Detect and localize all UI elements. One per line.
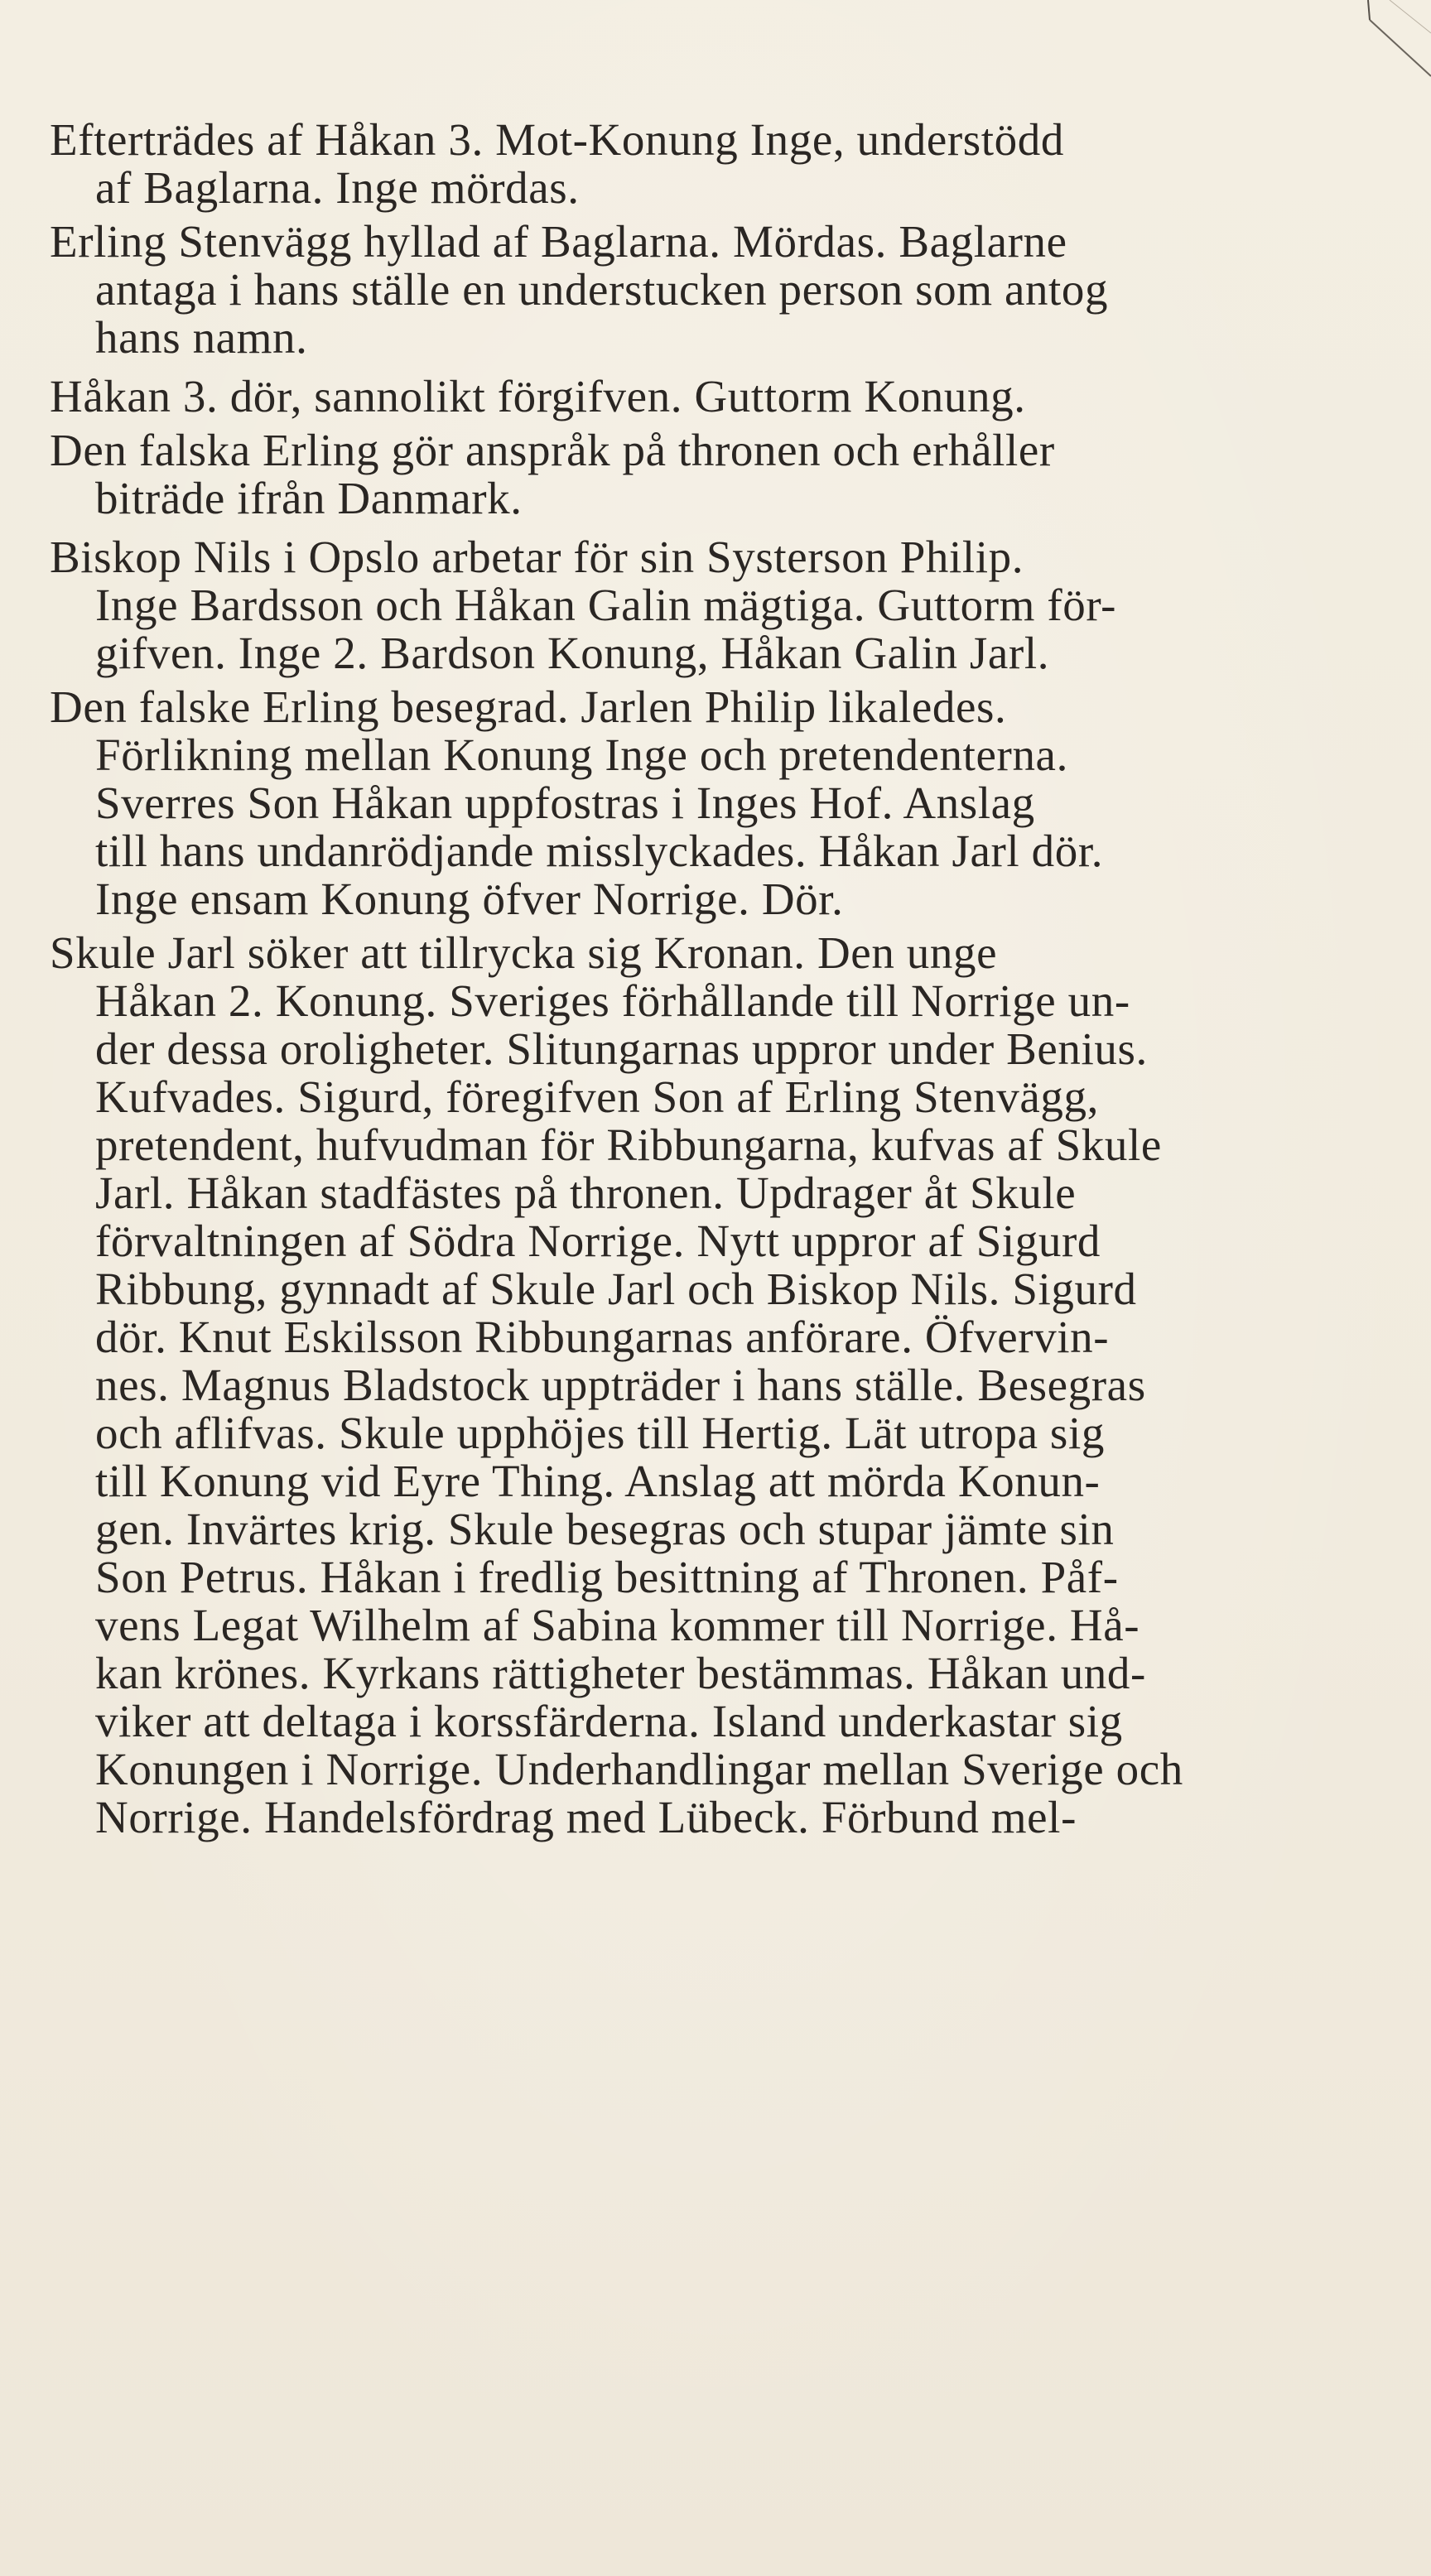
text-line: Håkan 2. Konung. Sveriges förhållande till Norrige un-	[95, 975, 1130, 1026]
text-line: Inge Bardsson och Håkan Galin mägtiga. Guttorm för-	[95, 580, 1117, 630]
paragraph-hakan-3-successor	[50, 116, 1292, 212]
text-line: Jarl. Håkan stadfästes på thronen. Updrager åt Skule	[95, 1168, 1077, 1218]
text-line: förvaltningen af Södra Norrige. Nytt uppror af Sigurd	[95, 1216, 1101, 1266]
text-line: Efterträdes af Håkan 3. Mot-Konung Inge, understödd	[50, 114, 1064, 165]
text-line: vens Legat Wilhelm af Sabina kommer till Norrige. Hå-	[95, 1600, 1140, 1650]
text-line: Inge ensam Konung öfver Norrige. Dör.	[95, 874, 844, 924]
text-line: pretendent, hufvudman för Ribbungarna, kufvas af Skule	[95, 1119, 1162, 1170]
text-line: Erling Stenvägg hyllad af Baglarna. Mördas. Baglarne	[50, 216, 1067, 267]
paragraph-hakan-3-death	[50, 373, 1292, 421]
text-line: viker att deltaga i korssfärderna. Island underkastar sig	[95, 1696, 1123, 1746]
text-line: och aflifvas. Skule upphöjes till Hertig. Lät utropa sig	[95, 1408, 1105, 1458]
text-line: Skule Jarl söker att tillrycka sig Kronan. Den unge	[50, 927, 998, 978]
text-line: Den falska Erling gör anspråk på thronen och erhåller	[50, 425, 1055, 475]
text-line: Biskop Nils i Opslo arbetar för sin Systerson Philip.	[50, 532, 1024, 582]
text-line: gen. Invärtes krig. Skule besegras och stupar jämte sin	[95, 1504, 1115, 1554]
text-line: kan krönes. Kyrkans rättigheter bestämmas. Håkan und-	[95, 1648, 1146, 1698]
text-line: Son Petrus. Håkan i fredlig besittning af Thronen. Påf-	[95, 1552, 1119, 1602]
paragraph-skule-jarl	[50, 929, 1292, 1842]
text-line: till Konung vid Eyre Thing. Anslag att mörda Konun-	[95, 1456, 1101, 1506]
text-line: Kufvades. Sigurd, föregifven Son af Erling Stenvägg,	[95, 1071, 1099, 1122]
text-line: Sverres Son Håkan uppfostras i Inges Hof. Anslag	[95, 778, 1035, 828]
text-line: Norrige. Handelsfördrag med Lübeck. Förbund mel-	[95, 1792, 1077, 1842]
text-line: Den falske Erling besegrad. Jarlen Philip likaledes.	[50, 681, 1007, 732]
page-corner-fold-mark	[1356, 0, 1431, 91]
text-line: nes. Magnus Bladstock uppträder i hans ställe. Besegras	[95, 1360, 1146, 1410]
text-line: Konungen i Norrige. Underhandlingar mellan Sverige och	[95, 1744, 1183, 1794]
text-line: Förlikning mellan Konung Inge och pretendenterna.	[95, 729, 1068, 780]
text-line: af Baglarna. Inge mördas.	[95, 162, 580, 213]
text-line: hans namn.	[95, 312, 308, 363]
chronicle-text	[50, 116, 1292, 1842]
paragraph-false-erling-defeated	[50, 683, 1292, 923]
text-line: biträde ifrån Danmark.	[95, 473, 523, 523]
paragraph-erling-stenvagg	[50, 218, 1292, 362]
text-line: Håkan 3. dör, sannolikt förgifven. Guttorm Konung.	[50, 371, 1026, 421]
text-line: der dessa oroligheter. Slitungarnas uppror under Benius.	[95, 1023, 1148, 1074]
text-line: dör. Knut Eskilsson Ribbungarnas anförare. Öfvervin-	[95, 1312, 1110, 1362]
text-line: till hans undanrödjande misslyckades. Håkan Jarl dör.	[95, 826, 1104, 876]
paragraph-false-erling	[50, 426, 1292, 522]
text-line: antaga i hans ställe en understucken person som antog	[95, 264, 1109, 315]
paragraph-biskop-nils	[50, 533, 1292, 677]
text-line: Ribbung, gynnadt af Skule Jarl och Biskop Nils. Sigurd	[95, 1264, 1137, 1314]
text-line: gifven. Inge 2. Bardson Konung, Håkan Galin Jarl.	[95, 628, 1050, 678]
